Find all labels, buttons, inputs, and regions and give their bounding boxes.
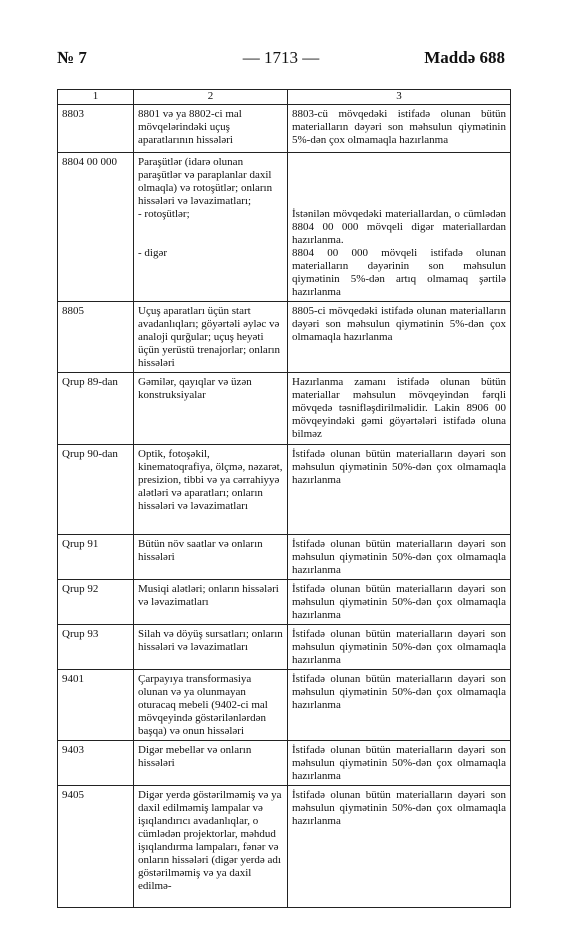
item-description: Digər mebellər və onların hissələri (134, 741, 288, 786)
item-description: Musiqi alətləri; onların hissələri və ləvazimatları (134, 580, 288, 625)
column-number: 1 (58, 90, 134, 105)
column-number-row (58, 90, 511, 105)
origin-condition: İstifadə olunan bütün materialların dəyəri son məhsulun qiymətinin 50%-dən çox olmamaqla hazırlanma (288, 670, 511, 741)
table-row (58, 580, 511, 625)
item-code: 9405 (58, 786, 134, 908)
table-row (58, 535, 511, 580)
item-code: Qrup 92 (58, 580, 134, 625)
column-number: 3 (288, 90, 511, 105)
item-description: Çarpayıya transformasiya olunan və ya olunmayan oturacaq mebeli (9402-ci mal mövqeyində göstərilənlərdən başqa) və onun hissələri (134, 670, 288, 741)
item-description: Paraşütlər (idarə olunan paraşütlər və paraplanlar daxil olmaqla) və rotoşütlər; onların hissələri və ləvazimatları; - rotoşütlər; - digər (134, 153, 288, 302)
table-row (58, 786, 511, 908)
document-number: № 7 (57, 48, 87, 67)
item-code: Qrup 93 (58, 625, 134, 670)
table-row (58, 445, 511, 535)
origin-condition: İstənilən mövqedəki materiallardan, o cümlədən 8804 00 000 mövqeli digər materiallardan hazırlanma. 8804 00 000 mövqeli istifadə olunan materialların dəyərinin son məhsulun qiymətinin 5%-dən artıq olmamaq şərtilə hazırlanma (288, 153, 511, 302)
origin-condition: İstifadə olunan bütün materialların dəyəri son məhsulun qiymətinin 50%-dən çox olmamaqla hazırlanma (288, 625, 511, 670)
item-code: Qrup 89-dan (58, 373, 134, 445)
origin-condition: İstifadə olunan bütün materialların dəyəri son məhsulun qiymətinin 50%-dən çox olmamaqla hazırlanma (288, 786, 511, 908)
item-code: 9403 (58, 741, 134, 786)
item-description: Gəmilər, qayıqlar və üzən konstruksiyalar (134, 373, 288, 445)
item-description: Uçuş aparatları üçün start avadanlıqları; göyərtəli əyləc və analoji qurğular; uçuş heyəti üçün yerüstü trenajorlar; onların hissələri (134, 302, 288, 373)
item-description: Optik, fotoşəkil, kinematoqrafiya, ölçmə, nəzarət, presizion, tibbi və ya cərrahiyyə alətləri və aparatları; onların hissələri və ləvazimatları (134, 445, 288, 535)
origin-condition: 8805-ci mövqedəki istifadə olunan materialların dəyəri son məhsulun qiymətinin 5%-dən çox olmamaqla hazırlanma (288, 302, 511, 373)
item-code: 9401 (58, 670, 134, 741)
table-row (58, 302, 511, 373)
page-header (57, 48, 505, 70)
item-code: Qrup 90-dan (58, 445, 134, 535)
rules-of-origin-table (57, 89, 511, 908)
origin-condition: İstifadə olunan bütün materialların dəyəri son məhsulun qiymətinin 50%-dən çox olmamaqla hazırlanma (288, 535, 511, 580)
article-number: Maddə 688 (424, 48, 505, 67)
item-description: Silah və döyüş sursatları; onların hissələri və ləvazimatları (134, 625, 288, 670)
origin-condition: İstifadə olunan bütün materialların dəyəri son məhsulun qiymətinin 50%-dən çox olmamaqla hazırlanma (288, 580, 511, 625)
table-row (58, 670, 511, 741)
origin-condition: 8803-cü mövqedəki istifadə olunan bütün materialların dəyəri son məhsulun qiymətinin 5%-dən çox olmamaqla hazırlanma (288, 105, 511, 153)
table-row (58, 153, 511, 302)
item-code: 8804 00 000 (58, 153, 134, 302)
column-number: 2 (134, 90, 288, 105)
item-code: 8805 (58, 302, 134, 373)
origin-condition: İstifadə olunan bütün materialların dəyəri son məhsulun qiymətinin 50%-dən çox olmamaqla hazırlanma (288, 741, 511, 786)
table-row (58, 105, 511, 153)
item-code: Qrup 91 (58, 535, 134, 580)
table-row (58, 741, 511, 786)
origin-condition: İstifadə olunan bütün materialların dəyəri son məhsulun qiymətinin 50%-dən çox olmamaqla hazırlanma (288, 445, 511, 535)
table-row (58, 373, 511, 445)
origin-condition: Hazırlanma zamanı istifadə olunan bütün materiallar məhsulun mövqeyindən fərqli mövqedə təsnifləşdirilməlidir. Lakin 8906 00 mövqeyindəki gəmi göyərtələri istifadə oluna bilməz (288, 373, 511, 445)
item-description: Bütün növ saatlar və onların hissələri (134, 535, 288, 580)
page-number: — 1713 — (242, 48, 320, 67)
item-code: 8803 (58, 105, 134, 153)
item-description: Digər yerdə göstərilməmiş və ya daxil edilməmiş lampalar və işıqlandırıcı avadanlıqlar, o cümlədən projektorlar, məhdud işıqlandırma lampaları, fənər və onların hissələri (digər yerdə adı göstərilməmiş və ya daxil edilmə- (134, 786, 288, 908)
item-description: 8801 və ya 8802-ci mal mövqelərindəki uçuş aparatlarının hissələri (134, 105, 288, 153)
table-row (58, 625, 511, 670)
